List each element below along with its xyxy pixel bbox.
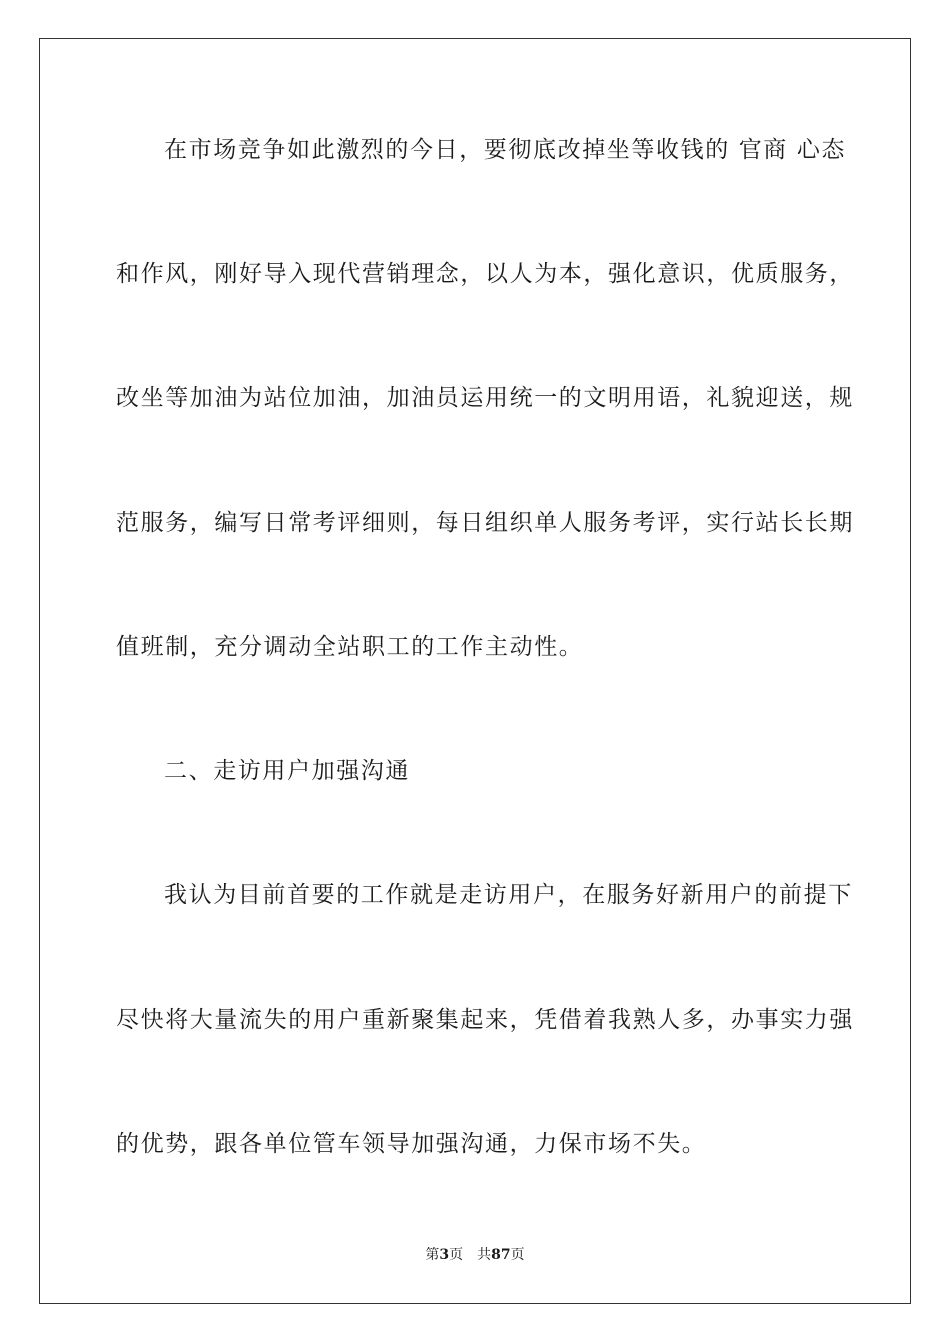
paragraph-2-line-1: 我认为目前首要的工作就是走访用户，在服务好新用户的前提下 bbox=[164, 882, 853, 908]
paragraph-2-line-2: 尽快将大量流失的用户重新聚集起来，凭借着我熟人多，办事实力强 bbox=[116, 1007, 854, 1033]
paragraph-1-line-3: 改坐等加油为站位加油，加油员运用统一的文明用语，礼貌迎送，规 bbox=[116, 385, 854, 411]
paragraph-1-line-4: 范服务，编写日常考评细则，每日组织单人服务考评，实行站长长期 bbox=[116, 510, 854, 536]
page-frame bbox=[39, 38, 911, 1304]
total-page-count: 87 bbox=[491, 1247, 511, 1263]
section-heading: 二、走访用户加强沟通 bbox=[164, 758, 410, 784]
paragraph-1-line-5: 值班制，充分调动全站职工的工作主动性。 bbox=[116, 634, 584, 660]
page-suffix: 页 bbox=[449, 1247, 464, 1263]
total-suffix: 页 bbox=[510, 1247, 525, 1263]
paragraph-1-line-1: 在市场竞争如此激烈的今日，要彻底改掉坐等收钱的 官商 心态 bbox=[164, 137, 847, 163]
paragraph-2-line-3: 的优势，跟各单位管车领导加强沟通，力保市场不失。 bbox=[116, 1131, 707, 1157]
total-prefix: 共 bbox=[477, 1247, 492, 1263]
current-page-number: 3 bbox=[439, 1247, 450, 1263]
page-prefix: 第 bbox=[425, 1247, 440, 1263]
paragraph-1-line-2: 和作风，刚好导入现代营销理念，以人为本，强化意识，优质服务， bbox=[116, 261, 854, 287]
page-footer bbox=[0, 1246, 950, 1264]
